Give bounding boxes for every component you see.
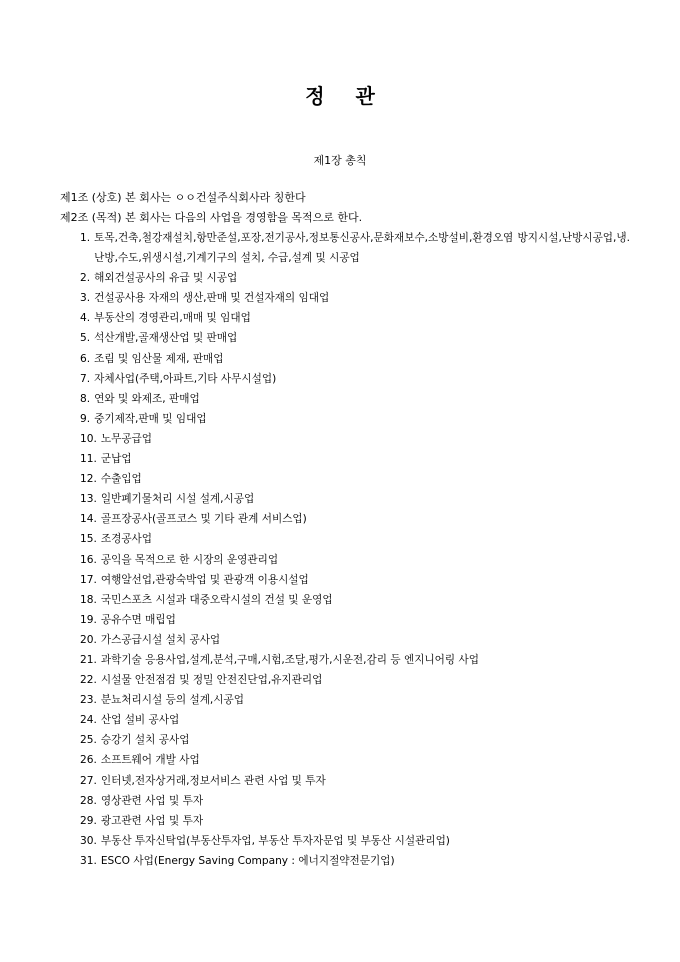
purpose-item [80,529,630,549]
purpose-item [80,570,630,590]
purpose-item [80,328,630,348]
purpose-item-text: ESCO 사업(Energy Saving Company : 에너지절약전문기업) [100,854,395,867]
purpose-item [80,389,630,409]
purpose-item-number: 12. [80,473,97,486]
purpose-item-text: 승강기 설치 공사업 [100,734,190,747]
purpose-item-text: 노무공급업 [100,432,153,445]
purpose-item-number: 22. [80,674,97,687]
purpose-item-text: 인터넷,전자상거래,정보서비스 관련 사업 및 투자 [100,774,326,787]
purpose-item-number: 6. [80,352,91,365]
purpose-item [80,630,630,650]
purpose-item [80,650,630,670]
purpose-item-text: 부동산의 경영관리,매매 및 임대업 [94,312,251,325]
purpose-item [80,449,630,469]
purpose-item [80,791,630,811]
purpose-item-text: 토목,건축,철강재설치,항만준설,포장,전기공사,정보통신공사,문화재보수,소방설비,환경오염 방지시설,난방시공업,냉.난방,수도,위생시설,기계기구의 설치, 수급,설계 및 시공업 [94,232,630,265]
purpose-item-number: 25. [80,734,97,747]
purpose-item-number: 5. [80,332,91,345]
purpose-item [80,489,630,509]
purpose-item-number: 28. [80,794,97,807]
purpose-item-number: 14. [80,513,97,526]
purpose-item [80,831,630,851]
purpose-item [80,268,630,288]
purpose-item [80,771,630,791]
purpose-item-text: 산업 설비 공사업 [100,714,180,727]
purpose-item [80,750,630,770]
purpose-item [80,228,630,268]
purpose-item-text: 중기제작,판매 및 임대업 [94,412,207,425]
article-2: 제2조 (목적) 본 회사는 다음의 사업을 경영함을 목적으로 한다. [60,211,363,224]
purpose-item [80,610,630,630]
purpose-item-text: 과학기술 응용사업,설계,분석,구매,시험,조달,평가,시운전,감리 등 엔지니어링 사업 [100,653,479,666]
purpose-item-list [60,228,630,871]
purpose-item-text: 일반폐기물처리 시설 설계,시공업 [100,493,255,506]
purpose-item-number: 11. [80,453,97,466]
purpose-item-number: 15. [80,533,97,546]
purpose-item-text: 연와 및 와제조, 판매업 [94,392,200,405]
purpose-item-number: 3. [80,292,91,305]
purpose-item [80,730,630,750]
chapter-heading: 제1장 총칙 [313,154,367,167]
purpose-item-text: 분뇨처리시설 등의 설계,시공업 [100,694,244,707]
purpose-item-text: 부동산 투자신탁업(부동산투자업, 부동산 투자자문업 및 부동산 시설관리업) [100,834,450,847]
purpose-item [80,590,630,610]
purpose-item-number: 20. [80,633,97,646]
purpose-item-text: 조경공사업 [100,533,153,546]
purpose-item-number: 9. [80,412,91,425]
purpose-item-text: 시설물 안전점검 및 정밀 안전진단업,유지관리업 [100,674,323,687]
purpose-item-number: 23. [80,694,97,707]
purpose-item-text: 석산개발,골재생산업 및 판매업 [94,332,238,345]
purpose-item-number: 8. [80,392,91,405]
purpose-item-number: 24. [80,714,97,727]
purpose-item-number: 1. [80,232,91,244]
purpose-item-text: 가스공급시설 설치 공사업 [100,633,221,646]
purpose-item-text: 소프트웨어 개발 사업 [100,754,200,767]
purpose-item [80,851,630,871]
purpose-item-number: 26. [80,754,97,767]
purpose-item [80,509,630,529]
purpose-item-number: 30. [80,834,97,847]
purpose-item-text: 건설공사용 자재의 생산,판매 및 건설자재의 임대업 [94,292,330,305]
purpose-item-text: 공유수면 매립업 [100,613,176,626]
articles-body [60,188,630,871]
purpose-item-number: 19. [80,613,97,626]
purpose-item [80,469,630,489]
purpose-item-number: 7. [80,372,91,385]
article-1: 제1조 (상호) 본 회사는 ㅇㅇ건설주식회사라 칭한다 [60,191,306,204]
purpose-item-number: 10. [80,432,97,445]
purpose-item-number: 18. [80,593,97,606]
purpose-item [80,369,630,389]
purpose-item-number: 16. [80,553,97,566]
purpose-item-number: 13. [80,493,97,506]
purpose-item-text: 여행알선업,관광숙박업 및 관광객 이용시설업 [100,573,309,586]
purpose-item [80,670,630,690]
purpose-item [80,429,630,449]
purpose-item [80,288,630,308]
purpose-item [80,690,630,710]
purpose-item-text: 자체사업(주택,아파트,기타 사무시설업) [94,372,277,385]
purpose-item-text: 공익을 목적으로 한 시장의 운영관리업 [100,553,279,566]
purpose-item-number: 31. [80,854,97,867]
purpose-item-number: 2. [80,272,91,285]
purpose-item [80,550,630,570]
purpose-item [80,811,630,831]
purpose-item-number: 29. [80,814,97,827]
purpose-item-text: 골프장공사(골프코스 및 기타 관계 서비스업) [100,513,307,526]
document-title: 정 관 [305,84,387,108]
purpose-item [80,308,630,328]
purpose-item-text: 수출입업 [100,473,142,486]
purpose-item-text: 광고관련 사업 및 투자 [100,814,204,827]
purpose-item-number: 21. [80,653,97,666]
purpose-item-text: 국민스포츠 시설과 대중오락시설의 건설 및 운영업 [100,593,333,606]
purpose-item [80,349,630,369]
purpose-item-text: 조림 및 임산물 제재, 판매업 [94,352,224,365]
purpose-item [80,710,630,730]
purpose-item-text: 영상관련 사업 및 투자 [100,794,204,807]
purpose-item [80,409,630,429]
purpose-item-number: 4. [80,312,91,325]
purpose-item-text: 군납업 [100,453,132,466]
purpose-item-number: 17. [80,573,97,586]
purpose-item-text: 해외건설공사의 유급 및 시공업 [94,272,238,285]
purpose-item-number: 27. [80,774,97,787]
